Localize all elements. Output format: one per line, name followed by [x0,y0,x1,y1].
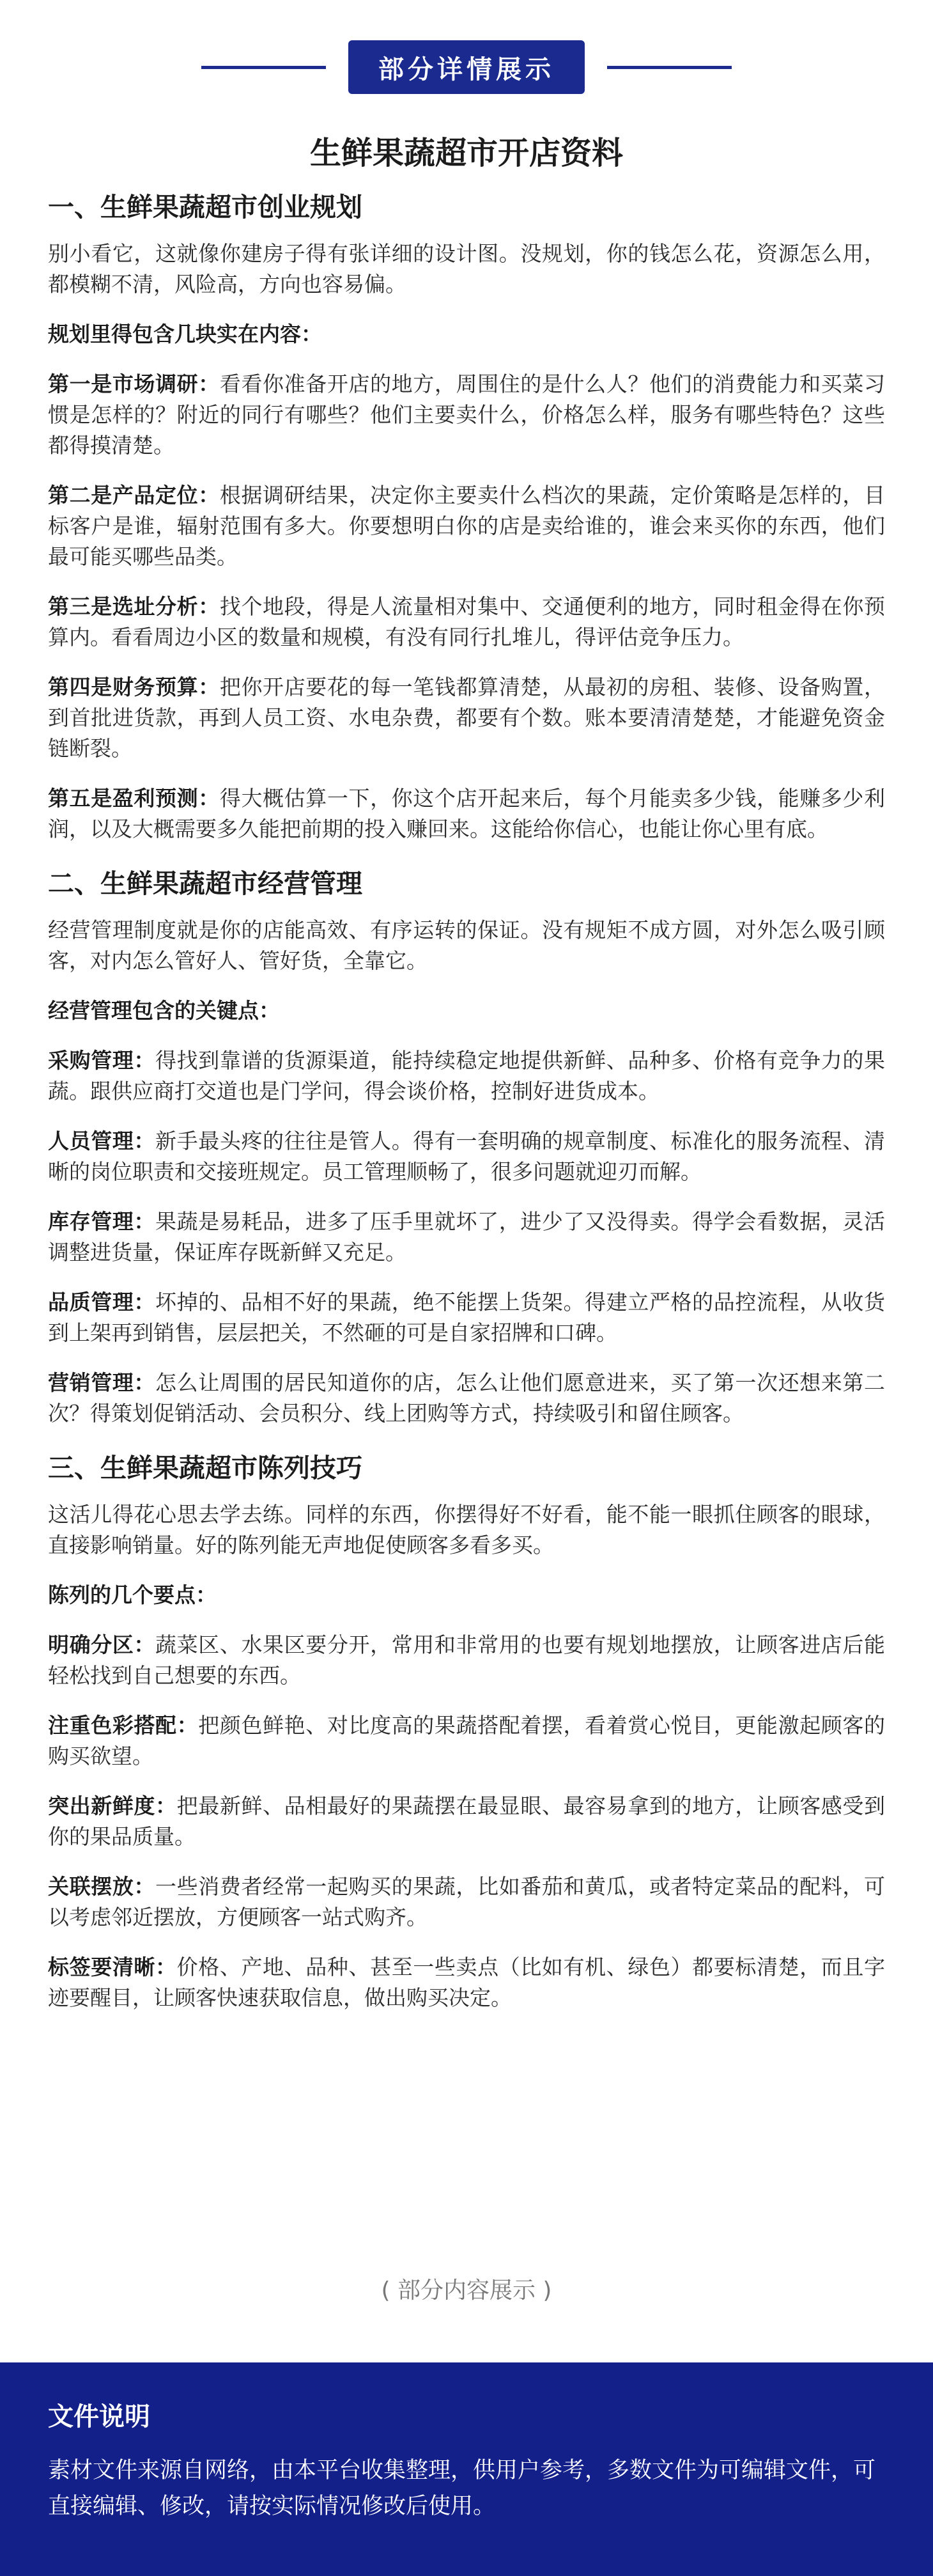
item-text: 果蔬是易耗品，进多了压手里就坏了，进少了又没得卖。得学会看数据，灵活调整进货量，保证库存既新鲜又充足。 [48,1209,886,1265]
item-term: 标签要清晰： [48,1955,177,1979]
item-text: 价格、产地、品种、甚至一些卖点（比如有机、绿色）都要标清楚，而且字迹要醒目，让顾客快速获取信息，做出购买决定。 [48,1955,886,2010]
list-item [48,1206,885,1268]
list-item [48,1791,885,1852]
item-term: 明确分区： [48,1632,156,1657]
footer-panel [0,2362,933,2576]
footer-title: 文件说明 [48,2402,150,2432]
list-item [48,369,885,461]
list-item [48,672,885,764]
list-item [48,1871,885,1933]
list-item [48,1368,885,1429]
section-display [48,1448,885,2013]
section-subhead: 经营管理包含的关键点： [48,998,280,1023]
list-item [48,1952,885,2013]
item-term: 第一是市场调研： [48,371,220,396]
top-banner [0,38,933,96]
section-subhead: 陈列的几个要点： [48,1582,217,1607]
section-heading: 一、生鲜果蔬超市创业规划 [48,192,362,222]
item-text: 坏掉的、品相不好的果蔬，绝不能摆上货架。得建立严格的品控流程，从收货到上架再到销售，层层把关，不然砸的可是自家招牌和口碑。 [48,1290,886,1345]
item-term: 注重色彩搭配： [48,1713,199,1738]
list-item [48,1126,885,1187]
item-term: 第二是产品定位： [48,483,220,508]
list-item [48,1630,885,1691]
item-term: 品质管理： [48,1290,156,1315]
partial-content-note: ( 部分内容展示 ) [381,2277,552,2304]
item-text: 根据调研结果，决定你主要卖什么档次的果蔬，定价策略是怎样的，目标客户是谁，辐射范围有多大。你要想明白你的店是卖给谁的，谁会来买你的东西，他们最可能买哪些品类。 [48,483,886,569]
list-item [48,1287,885,1348]
item-text: 看看你准备开店的地方，周围住的是什么人？他们的消费能力和买菜习惯是怎样的？附近的同行有哪些？他们主要卖什么，价格怎么样，服务有哪些特色？这些都得摸清楚。 [48,371,886,458]
item-term: 人员管理： [48,1128,156,1153]
banner-left-line [201,66,326,69]
item-term: 第五是盈利预测： [48,786,220,811]
item-term: 第四是财务预算： [48,675,220,699]
item-text: 得找到靠谱的货源渠道，能持续稳定地提供新鲜、品种多、价格有竞争力的果蔬。跟供应商打交道也是门学问，得会谈价格，控制好进货成本。 [48,1048,886,1104]
section-management [48,864,885,1429]
section-subhead: 规划里得包含几块实在内容： [48,322,322,347]
item-term: 关联摆放： [48,1874,156,1899]
item-text: 新手最头疼的往往是管人。得有一套明确的规章制度、标准化的服务流程、清晰的岗位职责和交接班规定。员工管理顺畅了，很多问题就迎刃而解。 [48,1128,886,1184]
list-item [48,480,885,572]
item-text: 得大概估算一下，你这个店开起来后，每个月能卖多少钱，能赚多少利润，以及大概需要多久能把前期的投入赚回来。这能给你信心，也能让你心里有底。 [48,786,886,841]
list-item [48,1710,885,1772]
item-term: 第三是选址分析： [48,594,220,619]
item-text: 怎么让周围的居民知道你的店，怎么让他们愿意进来，买了第一次还想来第二次？得策划促销活动、会员积分、线上团购等方式，持续吸引和留住顾客。 [48,1370,886,1426]
section-heading: 二、生鲜果蔬超市经营管理 [48,868,362,899]
banner-right-line [607,66,732,69]
list-item [48,591,885,653]
item-text: 把最新鲜、品相最好的果蔬摆在最显眼、最容易拿到的地方，让顾客感受到你的果品质量。 [48,1793,886,1849]
item-text: 把颜色鲜艳、对比度高的果蔬搭配着摆，看着赏心悦目，更能激起顾客的购买欲望。 [48,1713,886,1768]
section-intro: 别小看它，这就像你建房子得有张详细的设计图。没规划，你的钱怎么花，资源怎么用，都模糊不清，风险高，方向也容易偏。 [48,241,885,297]
banner-label: 部分详情展示 [348,40,585,94]
item-text: 蔬菜区、水果区要分开，常用和非常用的也要有规划地摆放，让顾客进店后能轻松找到自己想要的东西。 [48,1632,886,1688]
footer-text: 素材文件来源自网络，由本平台收集整理，供用户参考，多数文件为可编辑文件，可直接编辑、修改，请按实际情况修改后使用。 [48,2458,876,2519]
item-term: 采购管理： [48,1048,156,1073]
document-body [48,131,885,2033]
document-title: 生鲜果蔬超市开店资料 [309,135,623,171]
section-intro: 经营管理制度就是你的店能高效、有序运转的保证。没有规矩不成方圆，对外怎么吸引顾客，对内怎么管好人、管好货，全靠它。 [48,917,885,973]
item-text: 一些消费者经常一起购买的果蔬，比如番茄和黄瓜，或者特定菜品的配料，可以考虑邻近摆放，方便顾客一站式购齐。 [48,1874,886,1930]
section-heading: 三、生鲜果蔬超市陈列技巧 [48,1453,362,1483]
list-item [48,1045,885,1107]
item-term: 营销管理： [48,1370,156,1395]
item-term: 突出新鲜度： [48,1793,177,1818]
section-intro: 这活儿得花心思去学去练。同样的东西，你摆得好不好看，能不能一眼抓住顾客的眼球，直接影响销量。好的陈列能无声地促使顾客多看多买。 [48,1502,885,1557]
item-text: 把你开店要花的每一笔钱都算清楚，从最初的房租、装修、设备购置，到首批进货款，再到人员工资、水电杂费，都要有个数。账本要清清楚楚，才能避免资金链断裂。 [48,675,886,761]
list-item [48,783,885,845]
item-term: 库存管理： [48,1209,156,1234]
section-planning [48,187,885,845]
item-text: 找个地段，得是人流量相对集中、交通便利的地方，同时租金得在你预算内。看看周边小区的数量和规模，有没有同行扎堆儿，得评估竞争压力。 [48,594,886,650]
